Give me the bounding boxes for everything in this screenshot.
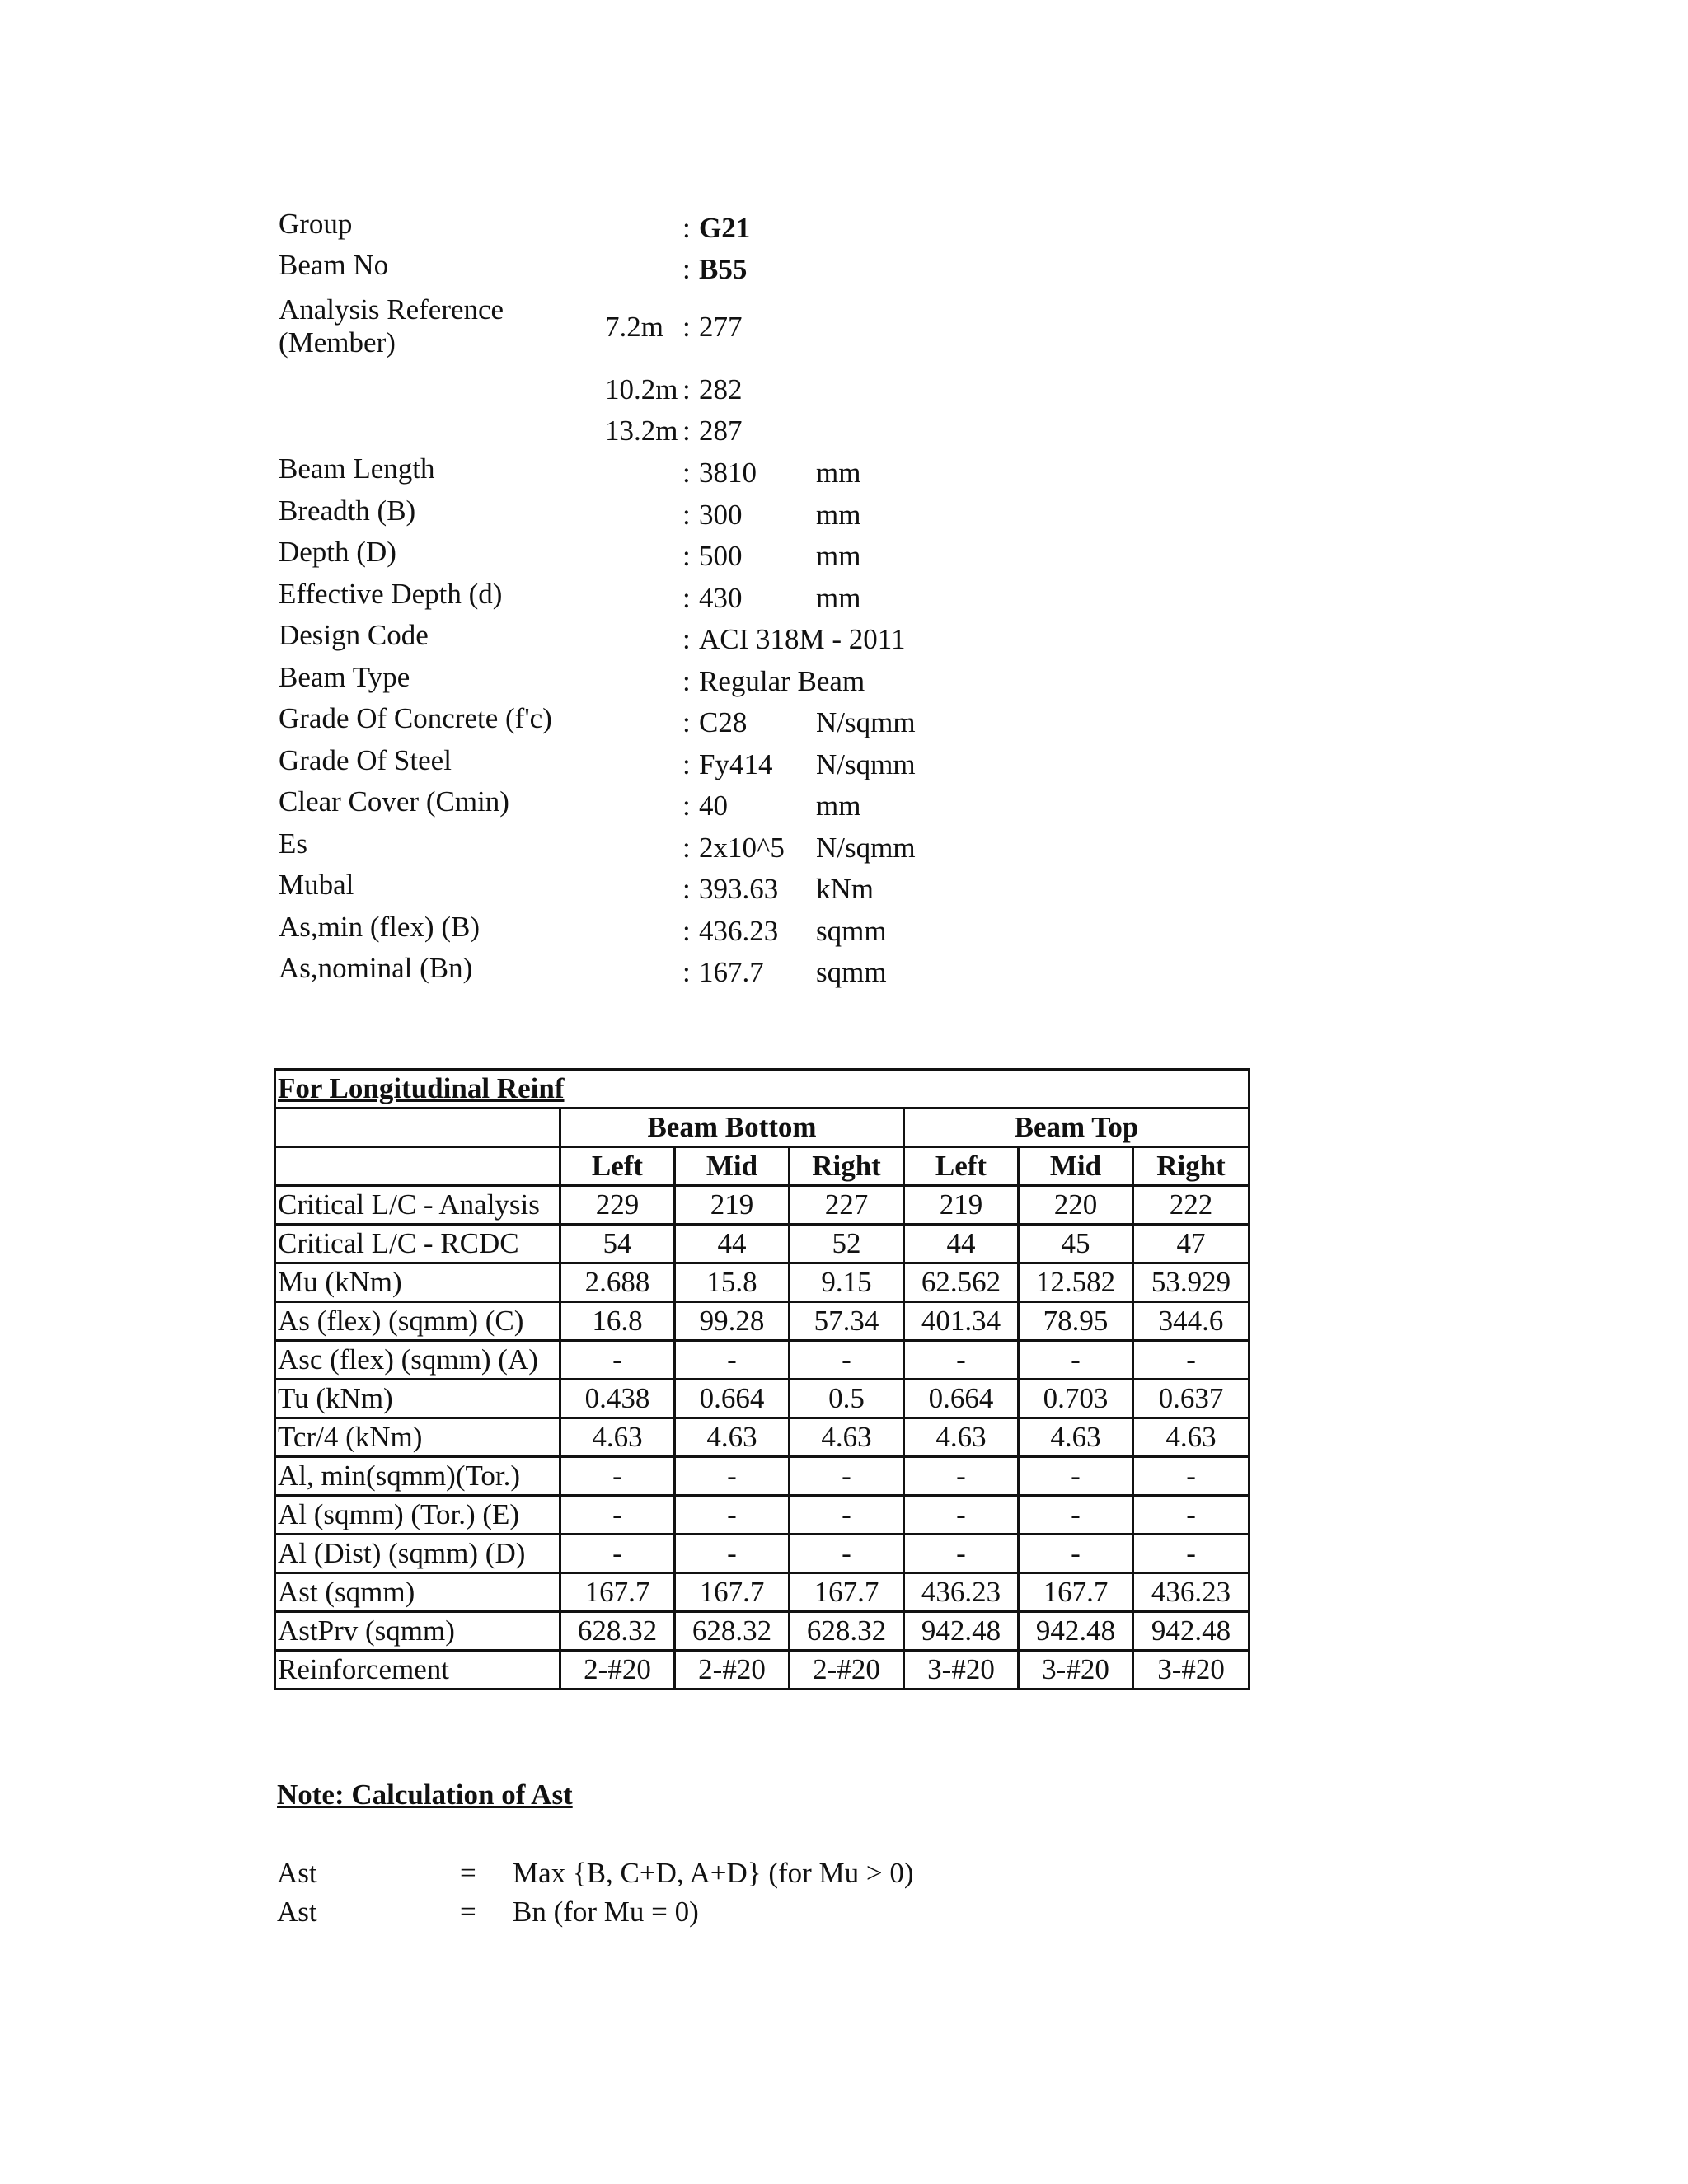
table-cell: 628.32 bbox=[790, 1612, 904, 1651]
sub-header: Right bbox=[790, 1147, 904, 1186]
row-label: Tcr/4 (kNm) bbox=[275, 1418, 560, 1457]
formula-rhs: Max {B, C+D, A+D} (for Mu > 0) bbox=[513, 1857, 914, 1889]
table-group-header-row bbox=[275, 1108, 1250, 1147]
note-title: Note: Calculation of Ast bbox=[277, 1779, 573, 1811]
info-label: Mubal bbox=[279, 869, 354, 901]
info-value: B55 bbox=[699, 253, 748, 285]
table-cell: 47 bbox=[1133, 1225, 1250, 1263]
table-row bbox=[275, 1302, 1250, 1341]
table-cell: 16.8 bbox=[560, 1302, 675, 1341]
info-colon: : bbox=[682, 748, 691, 780]
info-value: 3810 bbox=[699, 457, 757, 489]
info-value: 393.63 bbox=[699, 873, 779, 905]
table-cell: 53.929 bbox=[1133, 1263, 1250, 1302]
table-cell: 62.562 bbox=[904, 1263, 1019, 1302]
table-cell: 942.48 bbox=[1019, 1612, 1133, 1651]
info-label: Effective Depth (d) bbox=[279, 578, 503, 610]
info-unit: mm bbox=[816, 499, 861, 531]
info-label: Beam Length bbox=[279, 452, 435, 485]
info-label: Breadth (B) bbox=[279, 494, 416, 527]
info-label: As,min (flex) (B) bbox=[279, 911, 480, 943]
table-cell: 0.637 bbox=[1133, 1380, 1250, 1418]
row-label: Al, min(sqmm)(Tor.) bbox=[275, 1457, 560, 1496]
sub-header: Mid bbox=[1019, 1147, 1133, 1186]
formula-equals: = bbox=[460, 1857, 476, 1889]
table-cell: 4.63 bbox=[675, 1418, 790, 1457]
table-cell: 0.703 bbox=[1019, 1380, 1133, 1418]
info-colon: : bbox=[682, 873, 691, 905]
info-value: 430 bbox=[699, 582, 743, 614]
table-cell: 220 bbox=[1019, 1186, 1133, 1225]
table-row bbox=[275, 1496, 1250, 1535]
table-cell: 52 bbox=[790, 1225, 904, 1263]
info-value: 500 bbox=[699, 540, 743, 572]
table-cell: 436.23 bbox=[904, 1573, 1019, 1612]
table-title: For Longitudinal Reinf bbox=[275, 1070, 1250, 1108]
table-cell: - bbox=[1019, 1496, 1133, 1535]
row-label: Asc (flex) (sqmm) (A) bbox=[275, 1341, 560, 1380]
table-cell: - bbox=[560, 1341, 675, 1380]
row-label: Al (sqmm) (Tor.) (E) bbox=[275, 1496, 560, 1535]
table-sub-header-row bbox=[275, 1147, 1250, 1186]
info-colon: : bbox=[682, 832, 691, 864]
table-cell: 9.15 bbox=[790, 1263, 904, 1302]
info-value: 167.7 bbox=[699, 956, 764, 988]
info-colon: : bbox=[682, 956, 691, 988]
row-label: Critical L/C - RCDC bbox=[275, 1225, 560, 1263]
table-cell: - bbox=[904, 1535, 1019, 1573]
table-cell: 15.8 bbox=[675, 1263, 790, 1302]
table-cell: 167.7 bbox=[560, 1573, 675, 1612]
table-cell: - bbox=[675, 1535, 790, 1573]
table-cell: 344.6 bbox=[1133, 1302, 1250, 1341]
table-cell: 2-#20 bbox=[675, 1651, 790, 1690]
info-unit: N/sqmm bbox=[816, 748, 916, 780]
info-colon: : bbox=[682, 582, 691, 614]
info-colon: : bbox=[682, 706, 691, 738]
info-member-length: 13.2m bbox=[605, 415, 678, 447]
table-row bbox=[275, 1457, 1250, 1496]
table-cell: - bbox=[675, 1457, 790, 1496]
row-label: Tu (kNm) bbox=[275, 1380, 560, 1418]
table-cell: - bbox=[904, 1457, 1019, 1496]
info-label: Es bbox=[279, 827, 307, 860]
info-unit: mm bbox=[816, 582, 861, 614]
info-colon: : bbox=[682, 212, 691, 244]
table-title-row bbox=[275, 1070, 1250, 1108]
table-cell: - bbox=[904, 1341, 1019, 1380]
table-row bbox=[275, 1380, 1250, 1418]
row-label: AstPrv (sqmm) bbox=[275, 1612, 560, 1651]
info-label: Grade Of Steel bbox=[279, 744, 452, 776]
table-cell: - bbox=[1133, 1496, 1250, 1535]
sub-header: Right bbox=[1133, 1147, 1250, 1186]
info-colon: : bbox=[682, 915, 691, 947]
info-colon: : bbox=[682, 253, 691, 285]
table-cell: 78.95 bbox=[1019, 1302, 1133, 1341]
info-label: Grade Of Concrete (f'c) bbox=[279, 702, 552, 734]
table-cell: 3-#20 bbox=[1133, 1651, 1250, 1690]
longitudinal-reinf-table bbox=[274, 1068, 1250, 1690]
table-cell: 628.32 bbox=[675, 1612, 790, 1651]
info-label: Design Code bbox=[279, 619, 429, 651]
info-unit: N/sqmm bbox=[816, 832, 916, 864]
table-cell: 2-#20 bbox=[790, 1651, 904, 1690]
table-cell: 44 bbox=[675, 1225, 790, 1263]
info-value: C28 bbox=[699, 706, 748, 738]
row-label: Al (Dist) (sqmm) (D) bbox=[275, 1535, 560, 1573]
header-blank-cell bbox=[275, 1147, 560, 1186]
info-label: Beam Type bbox=[279, 661, 410, 693]
table-cell: 45 bbox=[1019, 1225, 1133, 1263]
table-cell: - bbox=[1133, 1535, 1250, 1573]
group-header: Beam Top bbox=[904, 1108, 1250, 1147]
table-cell: 4.63 bbox=[790, 1418, 904, 1457]
info-colon: : bbox=[682, 415, 691, 447]
info-value: 282 bbox=[699, 373, 743, 405]
table-cell: 4.63 bbox=[1133, 1418, 1250, 1457]
table-cell: 0.5 bbox=[790, 1380, 904, 1418]
info-value: 436.23 bbox=[699, 915, 779, 947]
info-value: Fy414 bbox=[699, 748, 773, 780]
info-label: Beam No bbox=[279, 249, 389, 281]
table-cell: 3-#20 bbox=[1019, 1651, 1133, 1690]
sub-header: Left bbox=[560, 1147, 675, 1186]
info-value: 2x10^5 bbox=[699, 832, 785, 864]
info-label: Depth (D) bbox=[279, 536, 396, 568]
table-cell: 4.63 bbox=[560, 1418, 675, 1457]
table-cell: - bbox=[675, 1496, 790, 1535]
info-unit: sqmm bbox=[816, 915, 887, 947]
table-cell: 2-#20 bbox=[560, 1651, 675, 1690]
table-row bbox=[275, 1263, 1250, 1302]
table-cell: 942.48 bbox=[904, 1612, 1019, 1651]
info-value: 287 bbox=[699, 415, 743, 447]
info-value: 300 bbox=[699, 499, 743, 531]
info-label: As,nominal (Bn) bbox=[279, 952, 473, 984]
info-unit: mm bbox=[816, 540, 861, 572]
table-cell: - bbox=[1133, 1341, 1250, 1380]
table-cell: 401.34 bbox=[904, 1302, 1019, 1341]
table-cell: 12.582 bbox=[1019, 1263, 1133, 1302]
table-cell: 44 bbox=[904, 1225, 1019, 1263]
info-member-length: 7.2m bbox=[605, 311, 663, 343]
table-row bbox=[275, 1612, 1250, 1651]
info-unit: sqmm bbox=[816, 956, 887, 988]
table-row bbox=[275, 1186, 1250, 1225]
row-label: Critical L/C - Analysis bbox=[275, 1186, 560, 1225]
info-colon: : bbox=[682, 373, 691, 405]
table-cell: - bbox=[1133, 1457, 1250, 1496]
table-cell: 4.63 bbox=[904, 1418, 1019, 1457]
table-cell: 57.34 bbox=[790, 1302, 904, 1341]
info-value: G21 bbox=[699, 212, 751, 244]
row-label: Ast (sqmm) bbox=[275, 1573, 560, 1612]
table-cell: - bbox=[560, 1457, 675, 1496]
table-row bbox=[275, 1573, 1250, 1612]
info-unit: N/sqmm bbox=[816, 706, 916, 738]
table-cell: 167.7 bbox=[675, 1573, 790, 1612]
table-cell: 167.7 bbox=[790, 1573, 904, 1612]
table-cell: 0.438 bbox=[560, 1380, 675, 1418]
table-cell: 54 bbox=[560, 1225, 675, 1263]
table-cell: 227 bbox=[790, 1186, 904, 1225]
table-cell: - bbox=[1019, 1341, 1133, 1380]
formula-equals: = bbox=[460, 1896, 476, 1928]
info-colon: : bbox=[682, 457, 691, 489]
table-cell: 2.688 bbox=[560, 1263, 675, 1302]
table-cell: 99.28 bbox=[675, 1302, 790, 1341]
info-unit: mm bbox=[816, 790, 861, 822]
table-row bbox=[275, 1651, 1250, 1690]
table-row bbox=[275, 1535, 1250, 1573]
info-value: ACI 318M - 2011 bbox=[699, 623, 906, 655]
table-row bbox=[275, 1418, 1250, 1457]
info-colon: : bbox=[682, 790, 691, 822]
formula-lhs: Ast bbox=[277, 1896, 317, 1928]
table-cell: 4.63 bbox=[1019, 1418, 1133, 1457]
row-label: Reinforcement bbox=[275, 1651, 560, 1690]
info-colon: : bbox=[682, 665, 691, 697]
group-header: Beam Bottom bbox=[560, 1108, 904, 1147]
table-cell: - bbox=[790, 1341, 904, 1380]
table-row bbox=[275, 1341, 1250, 1380]
table-cell: - bbox=[560, 1535, 675, 1573]
table-cell: 222 bbox=[1133, 1186, 1250, 1225]
sub-header: Left bbox=[904, 1147, 1019, 1186]
table-row bbox=[275, 1225, 1250, 1263]
info-value: Regular Beam bbox=[699, 665, 865, 697]
info-colon: : bbox=[682, 540, 691, 572]
info-value: 40 bbox=[699, 790, 728, 822]
table-cell: - bbox=[790, 1535, 904, 1573]
table-cell: 942.48 bbox=[1133, 1612, 1250, 1651]
info-label: Analysis Reference (Member) bbox=[279, 293, 504, 359]
info-unit: kNm bbox=[816, 873, 874, 905]
table-cell: 436.23 bbox=[1133, 1573, 1250, 1612]
formula-lhs: Ast bbox=[277, 1857, 317, 1889]
table-cell: 219 bbox=[904, 1186, 1019, 1225]
table-cell: - bbox=[790, 1457, 904, 1496]
info-label: Group bbox=[279, 208, 353, 240]
table-cell: 628.32 bbox=[560, 1612, 675, 1651]
info-colon: : bbox=[682, 311, 691, 343]
table-cell: - bbox=[560, 1496, 675, 1535]
info-member-length: 10.2m bbox=[605, 373, 678, 405]
table-cell: - bbox=[1019, 1457, 1133, 1496]
info-colon: : bbox=[682, 499, 691, 531]
row-label: As (flex) (sqmm) (C) bbox=[275, 1302, 560, 1341]
table-cell: - bbox=[1019, 1535, 1133, 1573]
row-label: Mu (kNm) bbox=[275, 1263, 560, 1302]
table-cell: 0.664 bbox=[675, 1380, 790, 1418]
table-cell: 167.7 bbox=[1019, 1573, 1133, 1612]
info-unit: mm bbox=[816, 457, 861, 489]
table-cell: 219 bbox=[675, 1186, 790, 1225]
formula-rhs: Bn (for Mu = 0) bbox=[513, 1896, 699, 1928]
info-colon: : bbox=[682, 623, 691, 655]
table-cell: - bbox=[790, 1496, 904, 1535]
table-cell: 229 bbox=[560, 1186, 675, 1225]
sub-header: Mid bbox=[675, 1147, 790, 1186]
table-cell: 0.664 bbox=[904, 1380, 1019, 1418]
table-cell: - bbox=[675, 1341, 790, 1380]
info-label: Clear Cover (Cmin) bbox=[279, 785, 509, 818]
header-blank-cell bbox=[275, 1108, 560, 1147]
table-cell: 3-#20 bbox=[904, 1651, 1019, 1690]
table-cell: - bbox=[904, 1496, 1019, 1535]
info-value: 277 bbox=[699, 311, 743, 343]
